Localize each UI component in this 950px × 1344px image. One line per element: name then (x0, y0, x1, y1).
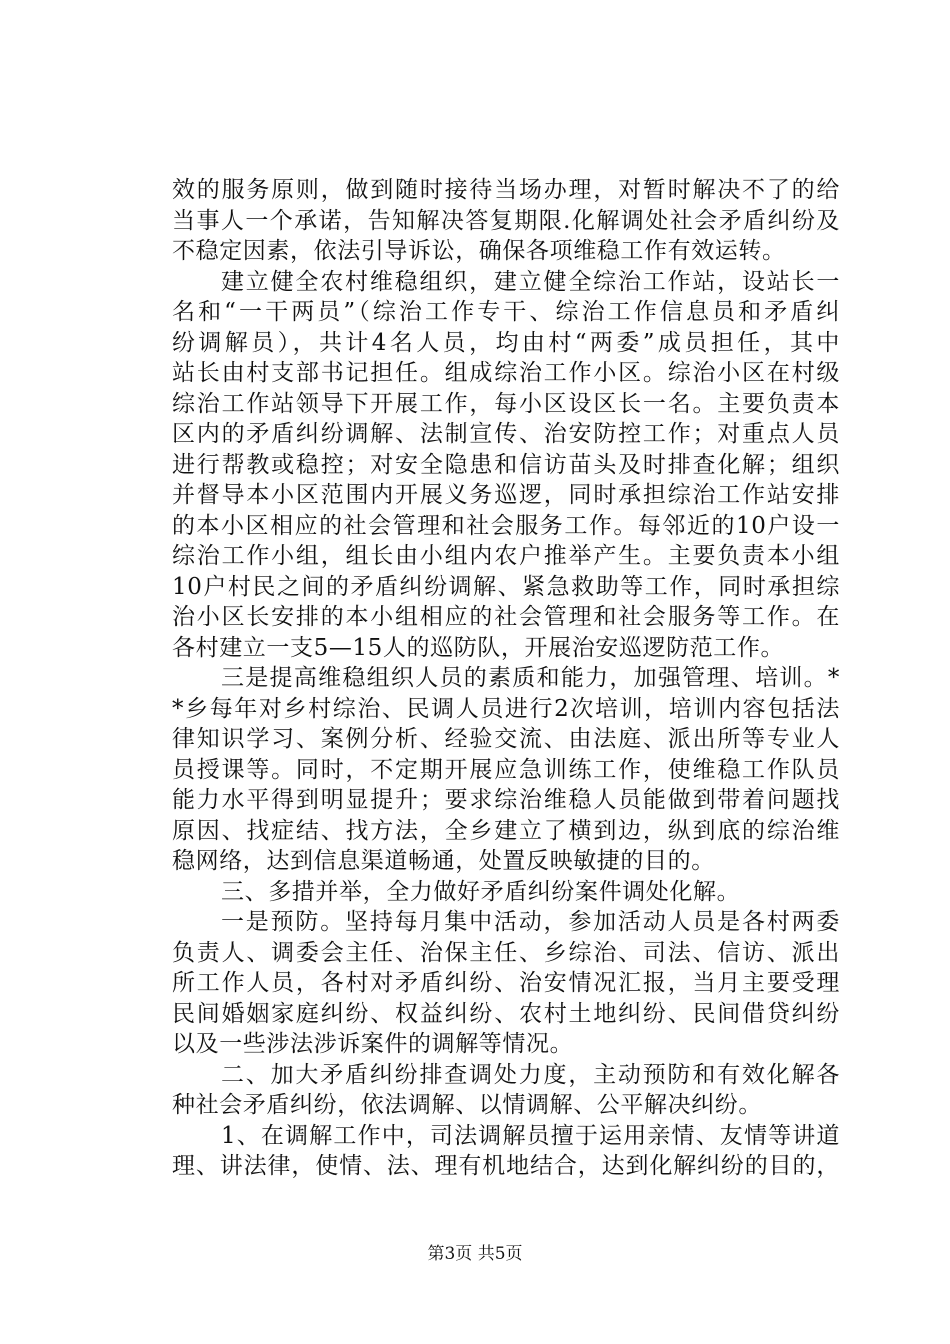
text-line: 民间婚姻家庭纠纷、权益纠纷、农村土地纠纷、民间借贷纠纷 (172, 1000, 840, 1027)
text-line: 所工作人员，各村对矛盾纠纷、治安情况汇报，当月主要受理 (172, 970, 840, 996)
text-line: 1、在调解工作中，司法调解员擅于运用亲情、友情等讲道 (221, 1122, 840, 1149)
paragraph (172, 175, 840, 267)
document-body (172, 175, 840, 1182)
text-line: 效的服务原则，做到随时接待当场办理，对暂时解决不了的给 (172, 177, 840, 203)
text-line: 以及一些涉法涉诉案件的调解等情况。 (172, 1031, 574, 1057)
page-footer (0, 1242, 950, 1266)
text-line: 员授课等。同时，不定期开展应急训练工作，使维稳工作队员 (172, 756, 840, 783)
text-line: 并督导本小区范围内开展义务巡逻，同时承担综治工作站安排 (172, 482, 840, 508)
text-line: 各村建立一支5—15人的巡防队，开展治安巡逻防范工作。 (172, 634, 785, 661)
text-line: 二、加大矛盾纠纷排查调处力度，主动预防和有效化解各 (221, 1061, 840, 1088)
text-line: 纷调解员），共计4名人员，均由村“两委”成员担任，其中 (172, 329, 840, 356)
text-line: 三是提高维稳组织人员的素质和能力，加强管理、培训。* (221, 665, 840, 691)
text-line: 建立健全农村维稳组织，建立健全综治工作站，设站长一 (221, 268, 840, 295)
text-line: 站长由村支部书记担任。组成综治工作小区。综治小区在村级 (172, 360, 840, 386)
paragraph (172, 1121, 840, 1182)
text-line: 一是预防。坚持每月集中活动，参加活动人员是各村两委 (221, 909, 840, 935)
text-line: 原因、找症结、找方法，全乡建立了横到边，纵到底的综治维 (172, 817, 840, 844)
text-line: *乡每年对乡村综治、民调人员进行2次培训，培训内容包括法 (172, 695, 840, 722)
text-line: 理、讲法律，使情、法、理有机地结合，达到化解纠纷的目的， (172, 1153, 840, 1179)
text-line: 能力水平得到明显提升；要求综治维稳人员能做到带着问题找 (172, 787, 840, 813)
text-line: 综治工作小组，组长由小组内农户推举产生。主要负责本小组 (172, 543, 840, 569)
page-number-label: 第3页 共5页 (427, 1244, 523, 1264)
text-line: 律知识学习、案例分析、经验交流、由法庭、派出所等专业人 (172, 726, 840, 752)
text-line: 综治工作站领导下开展工作，每小区设区长一名。主要负责本 (172, 390, 840, 417)
text-line: 负责人、调委会主任、治保主任、乡综治、司法、信访、派出 (172, 939, 840, 966)
text-line: 不稳定因素，依法引导诉讼，确保各项维稳工作有效运转。 (172, 238, 786, 264)
text-line: 稳网络，达到信息渠道畅通，处置反映敏捷的目的。 (172, 848, 715, 874)
text-line: 10户村民之间的矛盾纠纷调解、紧急救助等工作，同时承担综 (172, 573, 840, 600)
paragraph (172, 907, 840, 1060)
text-line: 当事人一个承诺，告知解决答复期限.化解调处社会矛盾纠纷及 (172, 207, 840, 234)
section-heading (172, 877, 840, 908)
text-line: 区内的矛盾纠纷调解、法制宣传、治安防控工作；对重点人员 (172, 421, 840, 447)
paragraph (172, 1060, 840, 1121)
text-line: 名和“一干两员”（综治工作专干、综治工作信息员和矛盾纠 (172, 299, 840, 325)
paragraph (172, 663, 840, 877)
text-line: 的本小区相应的社会管理和社会服务工作。每邻近的10户设一 (172, 512, 840, 539)
text-line: 三、多措并举，全力做好矛盾纠纷案件调处化解。 (221, 878, 741, 905)
text-line: 进行帮教或稳控；对安全隐患和信访苗头及时排查化解；组织 (172, 451, 840, 478)
paragraph (172, 267, 840, 664)
text-line: 治小区长安排的本小组相应的社会管理和社会服务等工作。在 (172, 604, 840, 630)
text-line: 种社会矛盾纠纷，依法调解、以情调解、公平解决纠纷。 (172, 1092, 762, 1118)
